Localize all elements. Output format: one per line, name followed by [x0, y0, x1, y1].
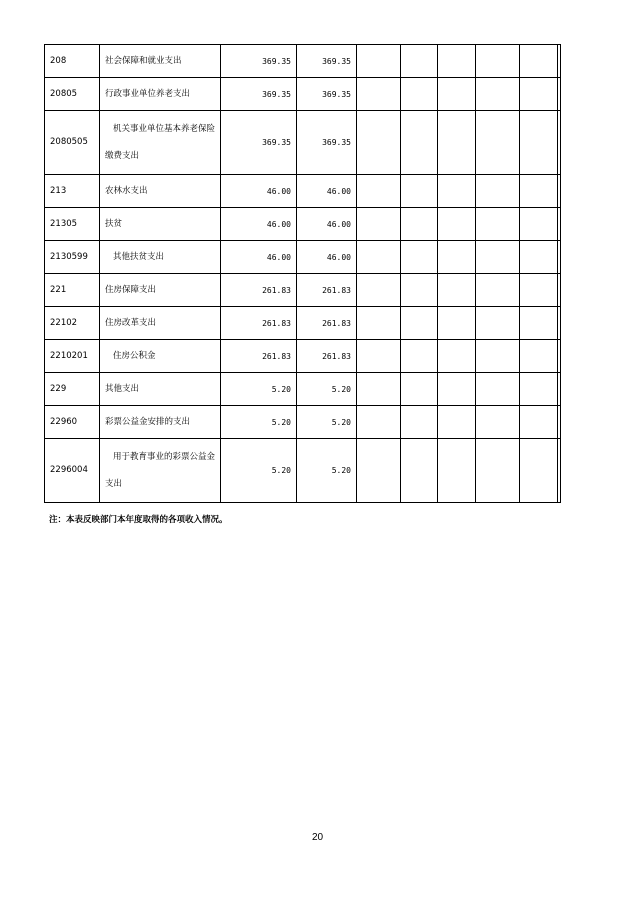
amount-appropriation: 5.20	[297, 373, 357, 406]
empty-cell	[520, 274, 558, 307]
empty-cell	[558, 78, 561, 111]
empty-cell	[520, 439, 558, 503]
empty-cell	[558, 373, 561, 406]
empty-cell	[476, 274, 520, 307]
table-row	[45, 208, 561, 241]
empty-cell	[558, 274, 561, 307]
table-row	[45, 111, 561, 175]
empty-cell	[438, 340, 476, 373]
amount-total: 5.20	[221, 373, 297, 406]
amount-appropriation: 46.00	[297, 208, 357, 241]
empty-cell	[558, 45, 561, 78]
empty-cell	[558, 111, 561, 175]
amount-appropriation: 369.35	[297, 45, 357, 78]
subject-code: 213	[45, 175, 100, 208]
empty-cell	[438, 241, 476, 274]
subject-name: 住房公积金	[100, 340, 221, 373]
empty-cell	[520, 175, 558, 208]
empty-cell	[476, 78, 520, 111]
table-row	[45, 274, 561, 307]
table-row	[45, 307, 561, 340]
empty-cell	[438, 78, 476, 111]
empty-cell	[438, 307, 476, 340]
table-row	[45, 241, 561, 274]
subject-name: 住房保障支出	[100, 274, 221, 307]
empty-cell	[476, 439, 520, 503]
amount-total: 369.35	[221, 78, 297, 111]
empty-cell	[357, 340, 401, 373]
empty-cell	[357, 406, 401, 439]
empty-cell	[476, 340, 520, 373]
empty-cell	[476, 373, 520, 406]
empty-cell	[401, 307, 438, 340]
subject-name	[100, 439, 221, 503]
empty-cell	[520, 241, 558, 274]
amount-total: 369.35	[221, 45, 297, 78]
amount-total: 5.20	[221, 406, 297, 439]
empty-cell	[357, 111, 401, 175]
empty-cell	[520, 373, 558, 406]
subject-name: 其他支出	[100, 373, 221, 406]
subject-name-line2: 支出	[105, 478, 123, 489]
empty-cell	[401, 373, 438, 406]
amount-total: 261.83	[221, 307, 297, 340]
empty-cell	[476, 45, 520, 78]
subject-name-line1: 用于教育事业的彩票公益金	[113, 451, 216, 462]
subject-code: 20805	[45, 78, 100, 111]
empty-cell	[357, 307, 401, 340]
empty-cell	[438, 111, 476, 175]
empty-cell	[357, 439, 401, 503]
subject-name-line1: 机关事业单位基本养老保险	[113, 123, 216, 134]
subject-code: 229	[45, 373, 100, 406]
empty-cell	[401, 439, 438, 503]
empty-cell	[558, 208, 561, 241]
empty-cell	[476, 208, 520, 241]
empty-cell	[438, 439, 476, 503]
empty-cell	[558, 439, 561, 503]
subject-code: 2296004	[45, 439, 100, 503]
amount-appropriation: 46.00	[297, 241, 357, 274]
table-row	[45, 78, 561, 111]
empty-cell	[401, 208, 438, 241]
amount-total: 46.00	[221, 208, 297, 241]
empty-cell	[558, 406, 561, 439]
empty-cell	[401, 241, 438, 274]
subject-name: 其他扶贫支出	[100, 241, 221, 274]
subject-name: 住房改革支出	[100, 307, 221, 340]
empty-cell	[438, 406, 476, 439]
empty-cell	[520, 45, 558, 78]
subject-code: 21305	[45, 208, 100, 241]
amount-total: 261.83	[221, 340, 297, 373]
subject-name-line2: 缴费支出	[105, 150, 140, 161]
empty-cell	[357, 274, 401, 307]
empty-cell	[520, 111, 558, 175]
empty-cell	[438, 373, 476, 406]
table-row	[45, 45, 561, 78]
empty-cell	[476, 406, 520, 439]
subject-name: 扶贫	[100, 208, 221, 241]
amount-total: 261.83	[221, 274, 297, 307]
empty-cell	[520, 307, 558, 340]
amount-appropriation: 46.00	[297, 175, 357, 208]
empty-cell	[438, 208, 476, 241]
amount-appropriation: 261.83	[297, 307, 357, 340]
empty-cell	[558, 307, 561, 340]
empty-cell	[520, 208, 558, 241]
empty-cell	[520, 340, 558, 373]
table-row	[45, 373, 561, 406]
amount-total: 5.20	[221, 439, 297, 503]
empty-cell	[558, 241, 561, 274]
subject-code: 2080505	[45, 111, 100, 175]
empty-cell	[357, 45, 401, 78]
table-row	[45, 340, 561, 373]
empty-cell	[357, 373, 401, 406]
amount-appropriation: 5.20	[297, 406, 357, 439]
empty-cell	[401, 78, 438, 111]
table-row	[45, 175, 561, 208]
subject-name: 社会保障和就业支出	[100, 45, 221, 78]
amount-total: 369.35	[221, 111, 297, 175]
empty-cell	[357, 241, 401, 274]
empty-cell	[558, 175, 561, 208]
empty-cell	[438, 274, 476, 307]
empty-cell	[520, 78, 558, 111]
amount-total: 46.00	[221, 175, 297, 208]
amount-appropriation: 261.83	[297, 274, 357, 307]
empty-cell	[476, 241, 520, 274]
empty-cell	[401, 406, 438, 439]
subject-name: 农林水支出	[100, 175, 221, 208]
amount-total: 46.00	[221, 241, 297, 274]
empty-cell	[401, 340, 438, 373]
empty-cell	[438, 175, 476, 208]
subject-name	[100, 111, 221, 175]
empty-cell	[476, 175, 520, 208]
empty-cell	[401, 175, 438, 208]
empty-cell	[476, 307, 520, 340]
amount-appropriation: 369.35	[297, 78, 357, 111]
empty-cell	[476, 111, 520, 175]
income-table	[44, 44, 561, 503]
empty-cell	[520, 406, 558, 439]
amount-appropriation: 369.35	[297, 111, 357, 175]
table-row	[45, 439, 561, 503]
empty-cell	[401, 45, 438, 78]
table-row	[45, 406, 561, 439]
subject-code: 2130599	[45, 241, 100, 274]
empty-cell	[357, 175, 401, 208]
subject-code: 22102	[45, 307, 100, 340]
empty-cell	[401, 274, 438, 307]
subject-name: 行政事业单位养老支出	[100, 78, 221, 111]
subject-code: 22960	[45, 406, 100, 439]
empty-cell	[438, 45, 476, 78]
amount-appropriation: 5.20	[297, 439, 357, 503]
empty-cell	[357, 208, 401, 241]
subject-name: 彩票公益金安排的支出	[100, 406, 221, 439]
table-note: 注：本表反映部门本年度取得的各项收入情况。	[49, 515, 228, 525]
subject-code: 221	[45, 274, 100, 307]
subject-code: 2210201	[45, 340, 100, 373]
empty-cell	[558, 340, 561, 373]
empty-cell	[357, 78, 401, 111]
empty-cell	[401, 111, 438, 175]
page-number: 20	[311, 832, 324, 843]
subject-code: 208	[45, 45, 100, 78]
amount-appropriation: 261.83	[297, 340, 357, 373]
